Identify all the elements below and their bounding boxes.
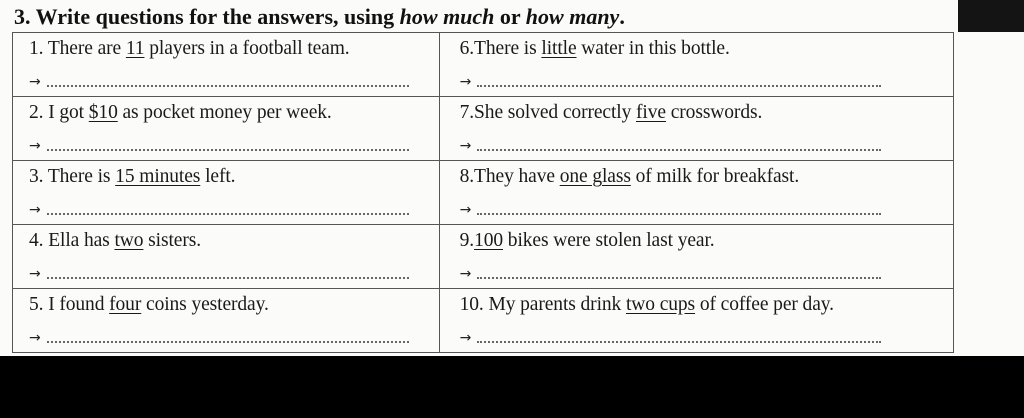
- sentence-text: bikes were stolen last year.: [503, 230, 715, 251]
- table-row: [13, 289, 954, 353]
- arrow-icon: →: [459, 266, 472, 282]
- sentence-text: left.: [200, 166, 236, 187]
- arrow-icon: →: [29, 202, 41, 218]
- heading-or: or: [494, 4, 526, 29]
- exercise-heading: [14, 4, 625, 30]
- dotted-line: [477, 340, 881, 343]
- sentence-text: of milk for breakfast.: [630, 166, 800, 187]
- table-cell: [13, 97, 440, 161]
- item-sentence: [29, 102, 332, 124]
- heading-how-much: how much: [399, 4, 495, 29]
- exercise-item-4: [13, 225, 439, 288]
- item-sentence: [460, 166, 799, 188]
- item-sentence: [29, 38, 350, 60]
- underlined-answer: little: [541, 38, 577, 59]
- dotted-line: [477, 84, 881, 87]
- item-sentence: [460, 230, 715, 252]
- underlined-answer: two: [114, 230, 144, 251]
- arrow-icon: →: [459, 202, 472, 218]
- underlined-answer: two cups: [625, 294, 696, 315]
- sentence-text: 1. There are: [29, 38, 126, 59]
- arrow-icon: →: [459, 330, 472, 346]
- sentence-text: players in a football team.: [144, 38, 350, 59]
- item-sentence: [460, 294, 834, 316]
- dotted-line: [477, 212, 881, 215]
- dotted-line: [477, 276, 881, 279]
- dotted-line: [47, 212, 409, 215]
- sentence-text: 8.They have: [459, 166, 560, 187]
- table-cell: [439, 225, 953, 289]
- arrow-icon: →: [29, 138, 41, 154]
- underlined-answer: four: [109, 294, 142, 315]
- answer-line[interactable]: [460, 71, 881, 91]
- exercise-item-1: [13, 33, 439, 96]
- underlined-answer: 15 minutes: [115, 166, 201, 187]
- sentence-text: 4. Ella has: [29, 230, 115, 251]
- heading-prefix: 3. Write questions for the answers, using: [14, 4, 400, 29]
- table-cell: [439, 97, 953, 161]
- dotted-line: [47, 340, 409, 343]
- underlined-answer: one glass: [559, 166, 631, 187]
- exercise-item-2: [13, 97, 439, 160]
- exercise-item-7: [440, 97, 953, 160]
- exercise-item-5: [13, 289, 439, 352]
- arrow-icon: →: [459, 74, 472, 90]
- table-cell: [439, 33, 953, 97]
- underlined-answer: 11: [125, 38, 145, 59]
- table-cell: [13, 225, 440, 289]
- exercise-item-3: [13, 161, 439, 224]
- table-cell: [439, 161, 953, 225]
- table-cell: [13, 33, 440, 97]
- underlined-answer: 100: [474, 230, 504, 251]
- answer-line[interactable]: [29, 327, 409, 347]
- sentence-text: 7.She solved correctly: [459, 102, 637, 123]
- answer-line[interactable]: [29, 71, 409, 91]
- table-row: [13, 161, 954, 225]
- sentence-text: 6.There is: [459, 38, 542, 59]
- dotted-line: [47, 276, 409, 279]
- black-bottom-bar: [0, 356, 1024, 418]
- sentence-text: water in this bottle.: [576, 38, 730, 59]
- arrow-icon: →: [459, 138, 472, 154]
- exercise-item-10: [440, 289, 953, 352]
- table-cell: [13, 161, 440, 225]
- dotted-line: [477, 148, 881, 151]
- sentence-text: 10. My parents drink: [459, 294, 626, 315]
- table-row: [13, 97, 954, 161]
- answer-line[interactable]: [29, 135, 409, 155]
- item-sentence: [460, 102, 763, 124]
- item-sentence: [29, 166, 235, 188]
- dotted-line: [47, 84, 409, 87]
- sentence-text: 5. I found: [29, 294, 110, 315]
- scan-edge-shadow: [958, 0, 1024, 32]
- sentence-text: sisters.: [143, 230, 202, 251]
- sentence-text: as pocket money per week.: [117, 102, 332, 123]
- heading-how-many: how many: [525, 4, 620, 29]
- item-sentence: [29, 294, 269, 316]
- underlined-answer: five: [636, 102, 666, 123]
- item-sentence: [29, 230, 201, 252]
- item-sentence: [460, 38, 730, 60]
- sentence-text: crosswords.: [665, 102, 763, 123]
- heading-period: .: [619, 4, 625, 29]
- arrow-icon: →: [29, 266, 41, 282]
- answer-line[interactable]: [460, 263, 881, 283]
- table-cell: [13, 289, 440, 353]
- sentence-text: 9.: [459, 230, 475, 251]
- sentence-text: 2. I got: [29, 102, 89, 123]
- answer-line[interactable]: [460, 327, 881, 347]
- exercise-item-9: [440, 225, 953, 288]
- sentence-text: of coffee per day.: [695, 294, 834, 315]
- answer-line[interactable]: [460, 135, 881, 155]
- exercise-table: [12, 32, 954, 353]
- answer-line[interactable]: [460, 199, 881, 219]
- answer-line[interactable]: [29, 263, 409, 283]
- answer-line[interactable]: [29, 199, 409, 219]
- table-cell: [439, 289, 953, 353]
- arrow-icon: →: [29, 74, 41, 90]
- sentence-text: coins yesterday.: [141, 294, 269, 315]
- table-row: [13, 225, 954, 289]
- exercise-item-6: [440, 33, 953, 96]
- exercise-item-8: [440, 161, 953, 224]
- dotted-line: [47, 148, 409, 151]
- sentence-text: 3. There is: [29, 166, 116, 187]
- arrow-icon: →: [29, 330, 41, 346]
- underlined-answer: $10: [88, 102, 118, 123]
- table-row: [13, 33, 954, 97]
